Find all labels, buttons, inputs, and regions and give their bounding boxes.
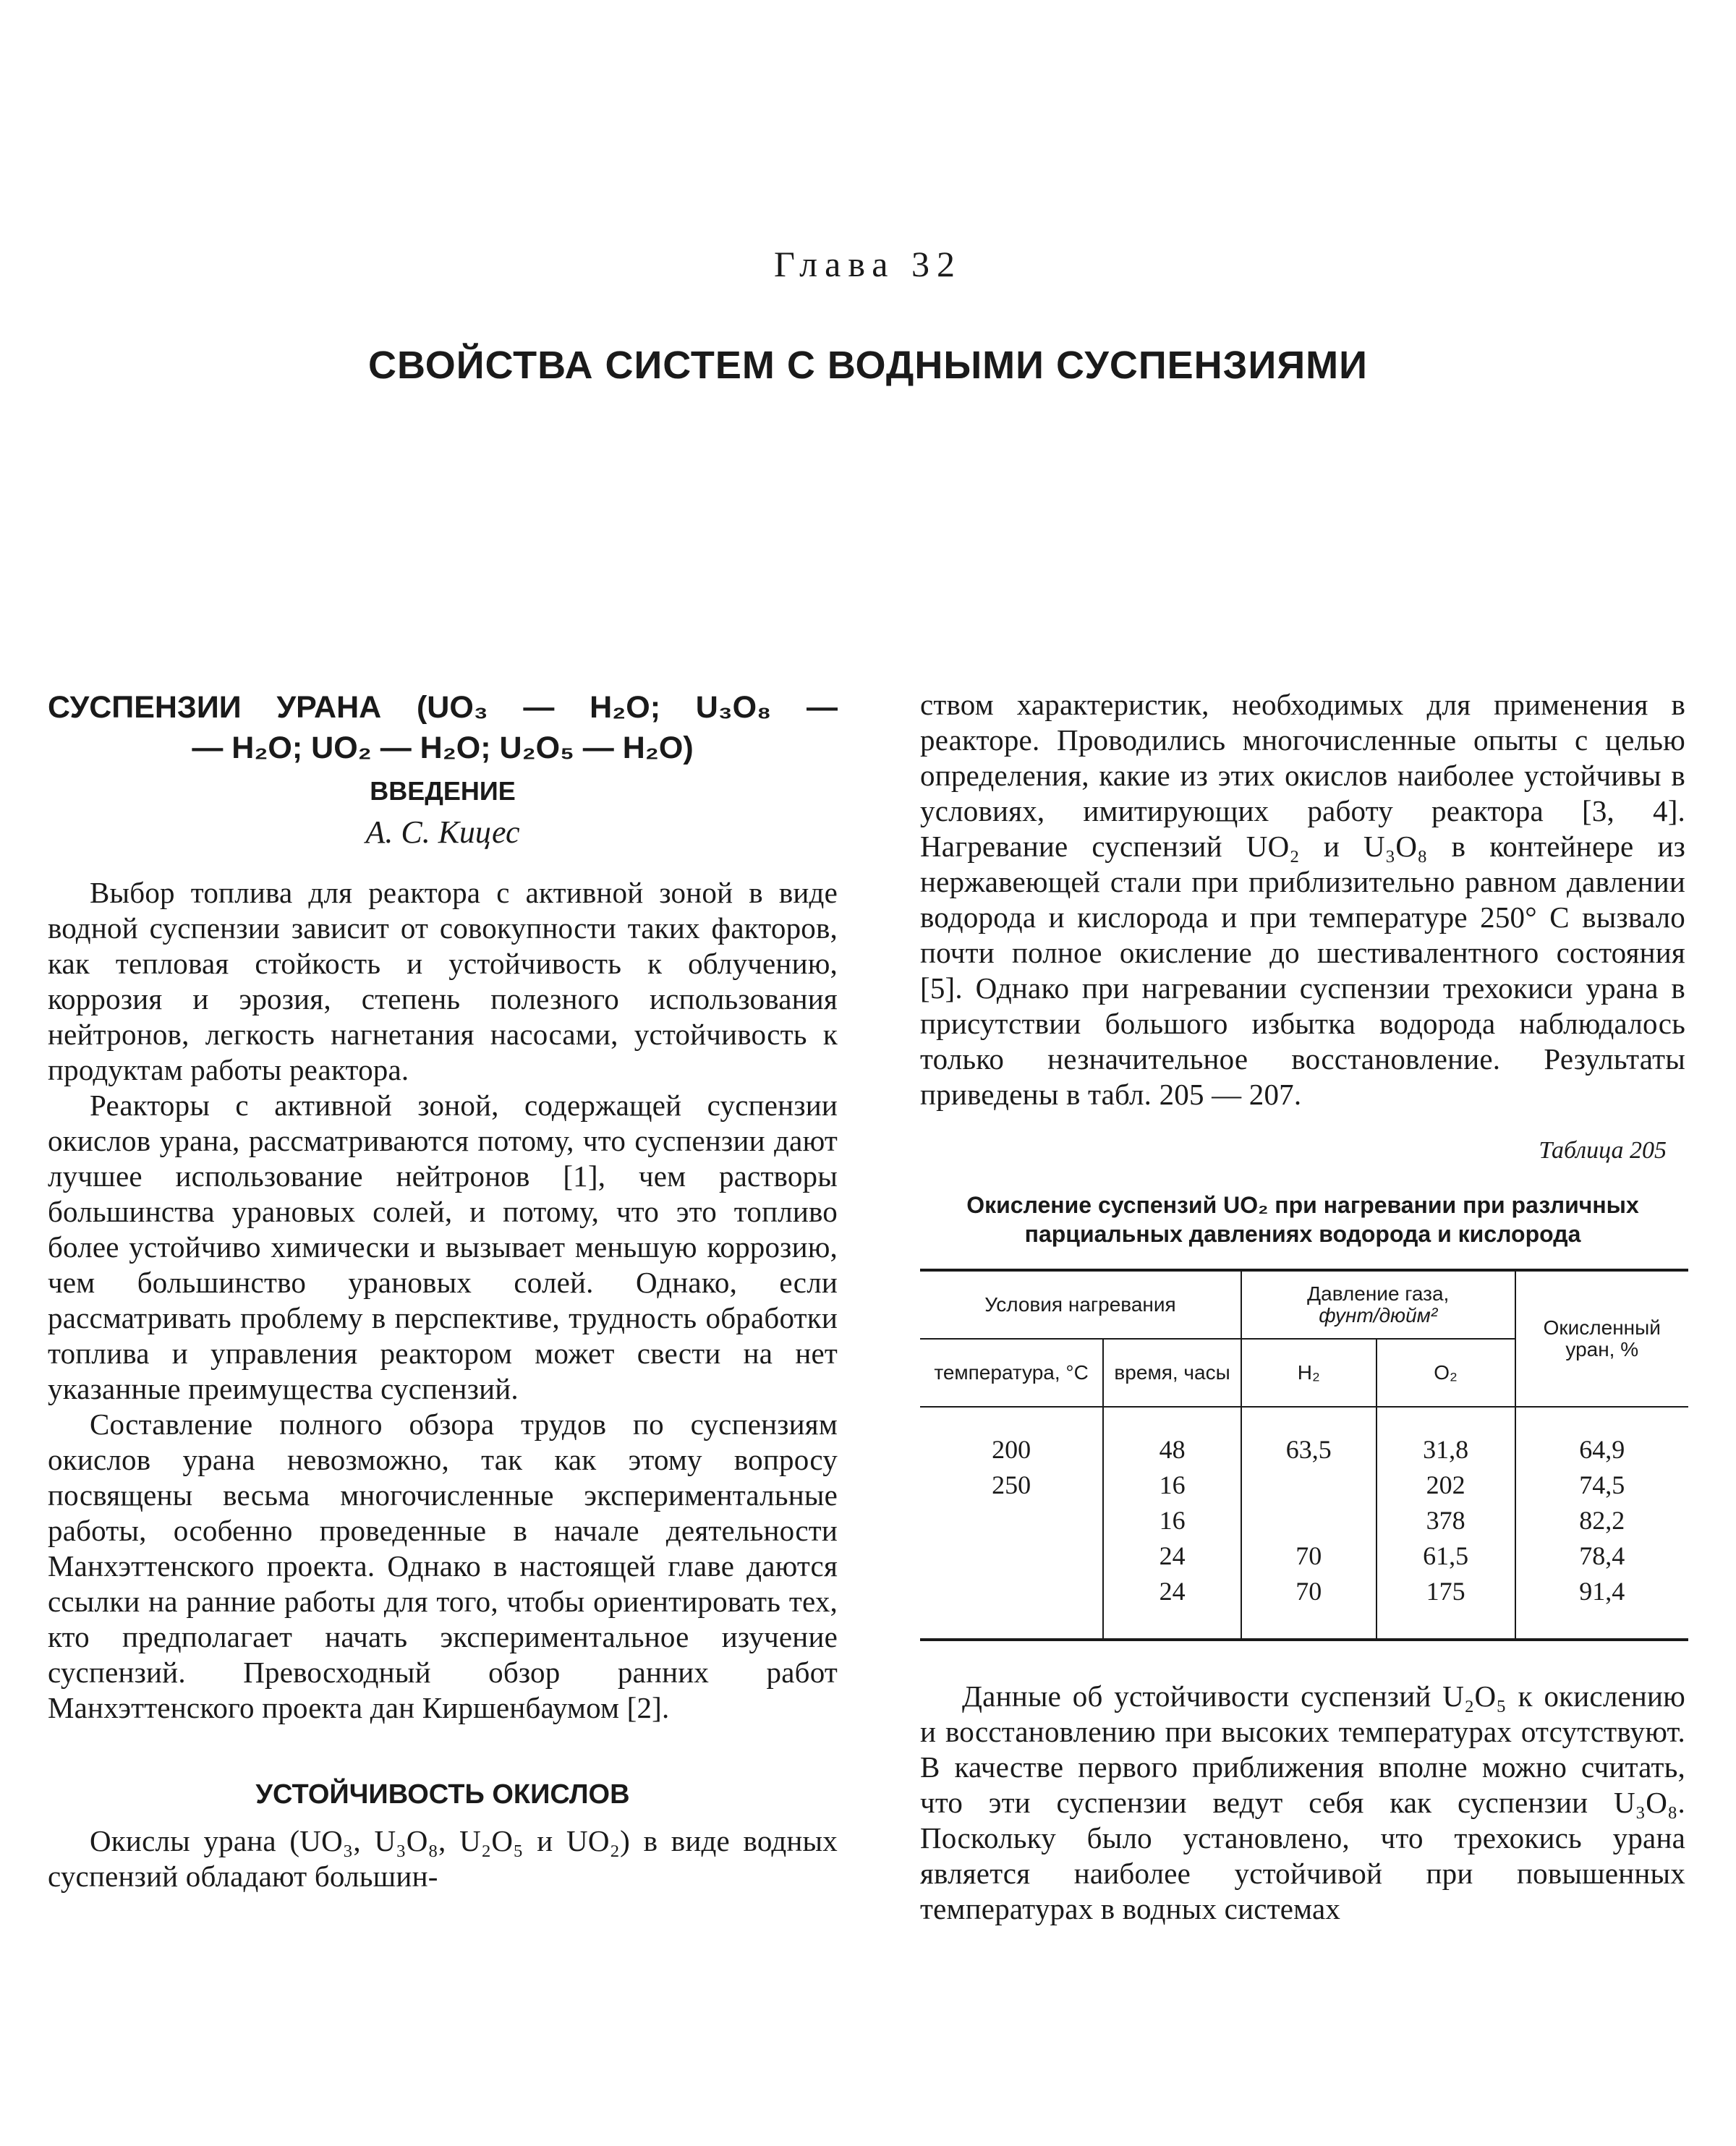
header-oxidized-uranium: Окисленный уран, % [1515,1270,1688,1407]
header-temperature: температура, °С [920,1339,1103,1407]
header-h2: H₂ [1241,1339,1377,1407]
chapter-title: СВОЙСТВА СИСТЕМ С ВОДНЫМИ СУСПЕНЗИЯМИ [368,344,1368,387]
cell-temp: 200 [992,1435,1031,1464]
cell-o2: 175 [1377,1574,1515,1609]
cell-result: 64,9 [1515,1432,1688,1468]
section-title-line-1: СУСПЕНЗИИ УРАНА (UO₃ — H₂O; U₃O₈ — [48,690,838,725]
paragraph: Составление полного обзора трудов по суспензиям окислов урана невозможно, так как этому вопросу посвящены весьма многочисленные экспериментальные работы, особенно проведенные в начале деятельности Манхэттенского проекта. Однако в настоящей главе даются ссылки на ранние работы для того, чтобы ориентировать тех, кто предполагает начать экспериментальное изучение суспензий. Превосходный обзор ранних работ Манхэттенского проекта дан Киршенбаумом [2]. [48,1408,838,1724]
left-column [48,687,838,1894]
cell-result: 91,4 [1515,1574,1688,1609]
cell-time: 16 [1103,1468,1241,1503]
table-row [920,1574,1688,1609]
cell-temp [920,1503,1103,1538]
cell-temp [920,1538,1103,1574]
cell-o2: 202 [1377,1468,1515,1503]
oxidation-table [920,1269,1688,1641]
cell-h2: 70 [1241,1574,1377,1609]
table-row [920,1503,1688,1538]
table-title: Окисление суспензий UO₂ при нагревании при различных парциальных давлениях водорода и кислорода [966,1192,1639,1247]
paragraph-continuation: ством характеристик, необходимых для применения в реакторе. Проводились многочисленные опыты с целью определения, какие из этих окислов наиболее устойчивы в условиях, имитирующих работу реактора [3, 4]. Нагревание суспензий UO₂ и U₃O₈ в контейнере из нержавеющей стали при приблизительно равном давлении водорода и кислорода и при температуре 250° С вызвало почти полное окисление до шестивалентного состояния [5]. Однако при нагревании суспензии трехокиси урана в присутствии большого избытка водорода наблюдалось только незначительное восстановление. Результаты приведены в табл. 205 — 207. [920,688,1685,1111]
paragraph: Данные об устойчивости суспензий U₂O₅ к окислению и восстановлению при высоких температурах отсутствуют. В качестве первого приближения вполне можно считать, что эти суспензии ведут себя как суспензии U₃O₈. Поскольку было установлено, что трехокись урана является наиболее устойчивой при повышенных температурах в водных системах [920,1679,1685,1925]
cell-h2: 70 [1241,1538,1377,1574]
section-title-line-2: — H₂O; UO₂ — H₂O; U₂O₅ — H₂O) [192,731,694,765]
table-label: Таблица 205 [1539,1137,1667,1164]
right-column [920,687,1685,1927]
table-row [920,1538,1688,1574]
paragraph: Реакторы с активной зоной, содержащей суспензии окислов урана, рассматриваются потому, что суспензии дают лучшее использование нейтронов [1], чем растворы большинства урановых солей, и потому, что это топливо более устойчиво химически и вызывает меньшую коррозию, чем большинство урановых солей. Однако, если рассматривать проблему в перспективе, трудность обработки топлива и управления реактором может свести на нет указанные преимущества суспензий. [48,1089,838,1405]
cell-temp [920,1574,1103,1609]
cell-h2: 63,5 [1241,1432,1377,1468]
heading-oxide-stability: УСТОЙЧИВОСТЬ ОКИСЛОВ [255,1779,630,1810]
cell-result: 74,5 [1515,1468,1688,1503]
table-row [920,1432,1688,1468]
subheading-introduction: ВВЕДЕНИЕ [370,776,516,806]
header-pressure-units: фунт/дюйм² [1319,1304,1438,1327]
cell-o2: 378 [1377,1503,1515,1538]
header-heating-conditions: Условия нагревания [920,1270,1241,1339]
chapter-number: Глава 32 [774,244,962,284]
header-gas-pressure [1241,1270,1515,1339]
cell-time: 16 [1103,1503,1241,1538]
header-gas-pressure-label: Давление газа, [1307,1282,1450,1305]
cell-h2 [1241,1503,1377,1538]
cell-h2 [1241,1468,1377,1503]
cell-time: 24 [1103,1574,1241,1609]
header-o2: O₂ [1377,1339,1515,1407]
section-title [48,687,838,768]
cell-result: 78,4 [1515,1538,1688,1574]
cell-temp: 250 [992,1470,1031,1499]
author: А. С. Кицес [365,814,520,850]
paragraph: Выбор топлива для реактора с активной зоной в виде водной суспензии зависит от совокупности таких факторов, как тепловая стойкость и устойчивость к облучению, коррозия и эрозия, степень полезного использования нейтронов, легкость нагнетания насосами, устойчивость к продуктам работы реактора. [48,876,838,1086]
table-row [920,1468,1688,1503]
paragraph: Окислы урана (UO₃, U₃O₈, U₂O₅ и UO₂) в виде водных суспензий обладают большин- [48,1824,838,1893]
cell-o2: 61,5 [1377,1538,1515,1574]
cell-time: 24 [1103,1538,1241,1574]
cell-time: 48 [1103,1432,1241,1468]
header-time: время, часы [1103,1339,1241,1407]
cell-o2: 31,8 [1377,1432,1515,1468]
cell-result: 82,2 [1515,1503,1688,1538]
